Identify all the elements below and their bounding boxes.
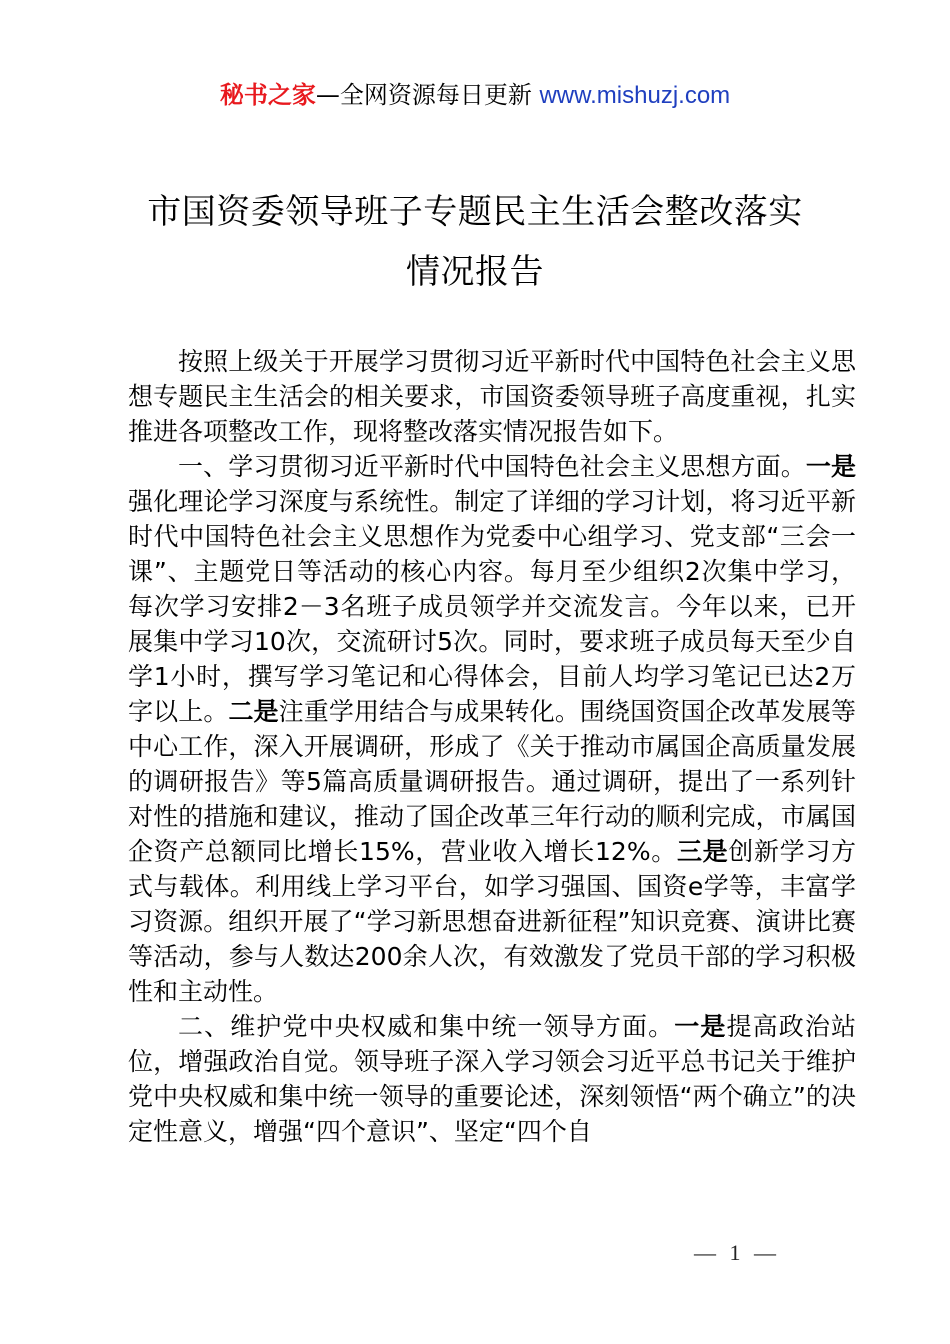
document-title-line-2: 情况报告 (406, 252, 544, 292)
section-1-point-1-label: 一是 (805, 452, 856, 481)
section-2-paragraph (128, 1009, 856, 1149)
site-url-link[interactable]: www.mishuzj.com (539, 82, 731, 109)
section-1-point-3-label: 三是 (676, 837, 729, 866)
section-1-point-2-label: 二是 (228, 697, 279, 726)
site-brand: 秘书之家 (219, 81, 316, 109)
site-tagline: —全网资源每日更新 (315, 81, 532, 109)
section-1-heading: 一、学习贯彻习近平新时代中国特色社会主义思想方面。 (178, 452, 806, 481)
section-1-point-1-text: 强化理论学习深度与系统性。制定了详细的学习计划，将习近平新时代中国特色社会主义思想作为党委中心组学习、党支部“三会一课”、主题党日等活动的核心内容。每月至少组织2次集中学习，每次学习安排2－3名班子成员领学并交流发言。今年以来，已开展集中学习10次，交流研讨5次。同时，要求班子成员每天至少自学1小时，撰写学习笔记和心得体会，目前人均学习笔记已达2万字以上。 (128, 487, 856, 726)
section-1-point-2-text: 注重学用结合与成果转化。围绕国资国企改革发展等中心工作，深入开展调研，形成了《关于推动市属国企高质量发展的调研报告》等5篇高质量调研报告。通过调研，提出了一系列针对性的措施和建议，推动了国企改革三年行动的顺利完成，市属国企资产总额同比增长15%，营业收入增长12%。 (128, 697, 856, 866)
page-number: — 1 — (694, 1240, 780, 1265)
site-banner (0, 78, 950, 113)
section-2-point-1-label: 一是 (674, 1012, 727, 1041)
section-2-point-1-text: 提高政治站位，增强政治自觉。领导班子深入学习领会习近平总书记关于维护党中央权威和集中统一领导的重要论述，深刻领悟“两个确立”的决定性意义，增强“四个意识”、坚定“四个自 (128, 1012, 856, 1146)
document-title (100, 182, 850, 302)
document-body (128, 344, 856, 1149)
section-2-heading: 二、维护党中央权威和集中统一领导方面。 (178, 1012, 675, 1041)
section-1-paragraph (128, 449, 856, 1009)
intro-paragraph: 按照上级关于开展学习贯彻习近平新时代中国特色社会主义思想专题民主生活会的相关要求，市国资委领导班子高度重视，扎实推进各项整改工作，现将整改落实情况报告如下。 (128, 347, 856, 446)
section-1-point-3-text: 创新学习方式与载体。利用线上学习平台，如学习强国、国资e学等，丰富学习资源。组织开展了“学习新思想奋进新征程”知识竞赛、演讲比赛等活动，参与人数达200余人次，有效激发了党员干部的学习积极性和主动性。 (128, 837, 856, 1006)
document-title-line-1: 市国资委领导班子专题民主生活会整改落实 (147, 192, 803, 232)
